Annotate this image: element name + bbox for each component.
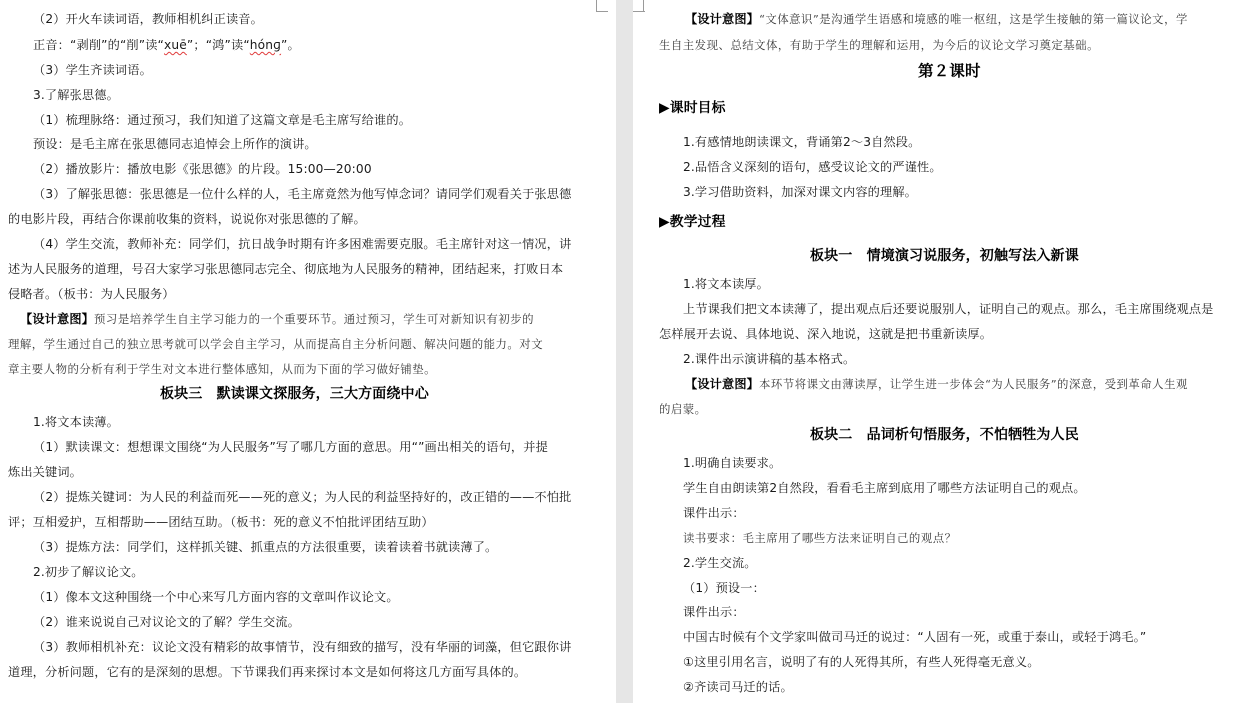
paragraph-line: （3）了解张思德：张思德是一位什么样的人，毛主席竟然为他写悼念词？请同学们观看关于张思德 — [33, 187, 572, 201]
document-page-left — [0, 0, 616, 703]
section-heading: 板块一 情境演习说服务，初触写法入新课 — [810, 248, 1079, 264]
paragraph-line: （3）教师相机补充：议论文没有精彩的故事情节，没有细致的描写，没有华丽的词藻，但它跟你讲 — [33, 640, 572, 654]
lesson-title: 第２课时 — [918, 62, 981, 80]
paragraph-line: （1）预设一： — [683, 581, 765, 595]
paragraph-line: 上节课我们把文本读薄了，提出观点后还要说服别人，证明自己的观点。那么，毛主席围绕观点是 — [683, 302, 1214, 316]
paragraph-line: 道理，分析问题，它有的是深刻的思想。下节课我们再来探讨本文是如何将这几方面写具体的。 — [8, 665, 527, 679]
page-gutter — [616, 0, 633, 703]
paragraph-line: （1）梳理脉络：通过预习，我们知道了这篇文章是毛主席写给谁的。 — [33, 113, 412, 127]
document-page-right — [633, 0, 1237, 703]
design-intent-line: 【设计意图】本环节将课文由薄读厚，让学生进一步体会“为人民服务”的深意，受到革命人生观 — [685, 377, 1188, 391]
paragraph-line: 3.了解张思德。 — [33, 88, 119, 102]
design-intent-tag: 【设计意图】 — [685, 12, 760, 26]
section-heading: ▶教学过程 — [659, 214, 726, 230]
paragraph-line: 的电影片段，再结合你课前收集的资料，说说你对张思德的了解。 — [8, 212, 366, 226]
paragraph-line: 侵略者。（板书：为人民服务） — [8, 287, 175, 301]
paragraph-line: 正音：“剥削”的“削”读“xuē”；“鸿”读“hónɡ”。 — [33, 38, 300, 52]
paragraph-line: ①这里引用名言，说明了有的人死得其所，有些人死得毫无意义。 — [683, 655, 1040, 669]
paragraph-line: 评；互相爱护，互相帮助——团结互助。（板书：死的意义不怕批评团结互助） — [8, 515, 434, 529]
pinyin-text: xuē — [164, 38, 187, 52]
paragraph-line: 炼出关键词。 — [8, 465, 83, 479]
paragraph-line: 怎样展开去说、具体地说、深入地说，这就是把书重新读厚。 — [659, 327, 993, 341]
design-intent-line: 理解，学生通过自己的独立思考就可以学会自主学习，从而提高自主分析问题、解决问题的能力。对文 — [8, 337, 544, 351]
pinyin-text: hónɡ — [249, 38, 282, 52]
design-intent-tag: 【设计意图】 — [685, 377, 760, 391]
courseware-line: 读书要求：毛主席用了哪些方法来证明自己的观点？ — [683, 531, 957, 545]
paragraph-line: ②齐读司马迁的话。 — [683, 680, 793, 694]
paragraph-line: 2.学生交流。 — [683, 556, 757, 570]
section-heading: ▶课时目标 — [659, 100, 726, 116]
paragraph-line: 预设：是毛主席在张思德同志追悼会上所作的演讲。 — [33, 137, 317, 151]
paragraph-line: 1.有感情地朗读课文，背诵第2～3自然段。 — [683, 135, 921, 149]
paragraph-line: （3）提炼方法：同学们，这样抓关键、抓重点的方法很重要，读着读着书就读薄了。 — [33, 540, 498, 554]
paragraph-line: 课件出示： — [683, 506, 745, 520]
paragraph-line: 2.品悟含义深刻的语句，感受议论文的严谨性。 — [683, 160, 942, 174]
paragraph-line: （4）学生交流，教师补充：同学们，抗日战争时期有许多困难需要克服。毛主席针对这一情况，讲 — [33, 237, 572, 251]
section-heading: 板块三 默读课文探服务，三大方面绕中心 — [160, 386, 429, 402]
paragraph-line: （1）像本文这种围绕一个中心来写几方面内容的文章叫作议论文。 — [33, 590, 399, 604]
paragraph-line: （2）谁来说说自己对议论文的了解？学生交流。 — [33, 615, 300, 629]
design-intent-tag: 【设计意图】 — [20, 312, 95, 326]
paragraph-line: 课件出示： — [683, 605, 745, 619]
design-intent-line: 【设计意图】预习是培养学生自主学习能力的一个重要环节。通过预习，学生可对新知识有初步的 — [20, 312, 534, 326]
paragraph-line: 中国古时候有个文学家叫做司马迁的说过：“人固有一死，或重于泰山，或轻于鸿毛。” — [683, 630, 1147, 644]
section-heading: 板块二 品词析句悟服务，不怕牺牲为人民 — [810, 427, 1079, 443]
page-corner-mark — [596, 11, 608, 12]
paragraph-line: （2）开火车读词语，教师相机纠正读音。 — [33, 12, 263, 26]
paragraph-line: 3.学习借助资料，加深对课文内容的理解。 — [683, 185, 918, 199]
paragraph-line: （3）学生齐读词语。 — [33, 63, 152, 77]
paragraph-line: 2.初步了解议论文。 — [33, 565, 144, 579]
paragraph-line: 1.明确自读要求。 — [683, 456, 782, 470]
paragraph-line: 1.将文本读厚。 — [683, 277, 769, 291]
paragraph-line: 1.将文本读薄。 — [33, 415, 119, 429]
design-intent-line: 章主要人物的分析有利于学生对文本进行整体感知，从而为下面的学习做好铺垫。 — [8, 362, 437, 376]
paragraph-line: 学生自由朗读第2自然段，看看毛主席到底用了哪些方法证明自己的观点。 — [683, 481, 1086, 495]
paragraph-line: （1）默读课文：想想课文围绕“为人民服务”写了哪几方面的意思。用“”画出相关的语句，并提 — [33, 440, 548, 454]
paragraph-line: （2）播放影片：播放电影《张思德》的片段。15:00—20:00 — [33, 162, 372, 176]
design-intent-line: 【设计意图】“文体意识”是沟通学生语感和境感的唯一枢纽，这是学生接触的第一篇议论文，学 — [685, 12, 1188, 26]
design-intent-line: 生自主发现、总结文体，有助于学生的理解和运用，为今后的议论文学习奠定基础。 — [659, 38, 1099, 52]
paragraph-line: （2）提炼关键词：为人民的利益而死——死的意义；为人民的利益坚持好的，改正错的——不怕批 — [33, 490, 572, 504]
paragraph-line: 述为人民服务的道理，号召大家学习张思德同志完全、彻底地为人民服务的精神，团结起来，打败日本 — [8, 262, 564, 276]
design-intent-line: 的启蒙。 — [659, 402, 707, 416]
page-corner-mark — [633, 11, 645, 12]
paragraph-line: 2.课件出示演讲稿的基本格式。 — [683, 352, 856, 366]
